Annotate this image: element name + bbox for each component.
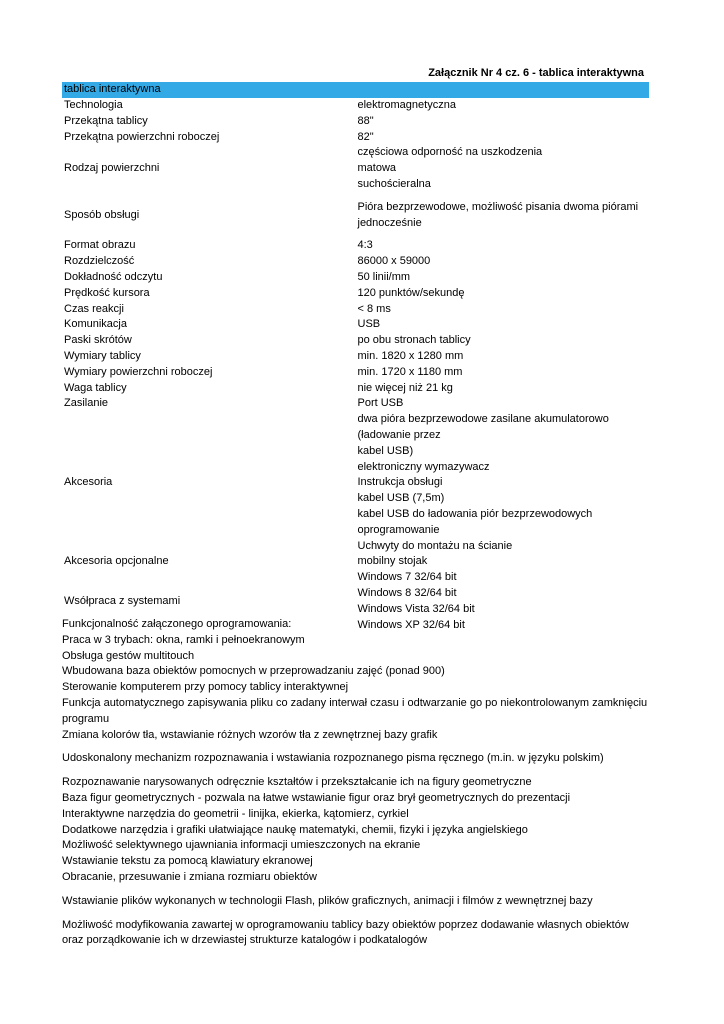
spec-value: Port USB [357, 397, 404, 410]
table-row [62, 145, 649, 192]
spec-value-line: dwa pióra bezprzewodowe zasilane akumulatorowo (ładowanie przez [357, 413, 609, 441]
spec-value: elektromagnetyczna [357, 99, 456, 111]
feature-line: Możliwość modyfikowania zawartej w oprogramowaniu tablicy bazy obiektów poprzez dodawanie własnych obiektów oraz porządkowanie ich w drzewiastej strukturze katalogów i podkatalogów [62, 918, 629, 947]
spec-value: mobilny stojak [357, 555, 428, 568]
spec-label: Przekątna tablicy [64, 114, 148, 127]
spacer-row [62, 193, 649, 200]
spec-label: Czas reakcji [64, 302, 124, 315]
spacer [62, 767, 652, 775]
table-header-row [62, 82, 649, 98]
spec-value-line: Instrukcja obsługi [357, 476, 443, 489]
spec-value: min. 1820 x 1280 mm [357, 349, 464, 362]
spec-value-line: Windows XP 32/64 bit [357, 618, 465, 631]
spec-value-line: Windows Vista 32/64 bit [357, 602, 475, 615]
table-row [62, 381, 649, 397]
feature-line: Udoskonalony mechanizm rozpoznawania i wstawiania rozpoznanego pisma ręcznego (m.in. w języku polskim) [62, 752, 604, 765]
table-row [62, 349, 649, 365]
table-row [62, 98, 649, 114]
table-row [62, 286, 649, 302]
feature-line: Interaktywne narzędzia do geometrii - linijka, ekierka, kątomierz, cyrkiel [62, 807, 409, 820]
table-row [62, 130, 649, 146]
table-row [62, 396, 649, 412]
feature-line: Wstawianie tekstu za pomocą klawiatury ekranowej [62, 855, 313, 868]
spec-value-line: kabel USB (7,5m) [357, 492, 445, 505]
spec-label: Format obrazu [64, 239, 136, 252]
table-row [62, 365, 649, 381]
feature-line: Obracanie, przesuwanie i zmiana rozmiaru obiektów [62, 870, 317, 883]
feature-line: Rozpoznawanie narysowanych odręcznie kształtów i przekształcanie ich na figury geometryczne [62, 776, 532, 789]
spec-label: Prędkość kursora [64, 286, 150, 299]
table-header: tablica interaktywna [62, 82, 649, 98]
spec-value-line: Uchwyty do montażu na ścianie [357, 539, 513, 552]
spec-value [356, 412, 650, 554]
feature-line: Baza figur geometrycznych - pozwala na łatwe wstawianie figur oraz brył geometrycznych do prezentacji [62, 791, 571, 804]
spec-value: 86000 x 59000 [357, 255, 431, 268]
spec-value: USB [357, 318, 381, 331]
feature-line: Sterowanie komputerem przy pomocy tablicy interaktywnej [62, 681, 349, 694]
spec-label: Wymiary tablicy [64, 349, 141, 362]
spec-value: < 8 ms [357, 302, 391, 315]
feature-line: Wstawianie plików wykonanych w technologii Flash, plików graficznych, animacji i filmów z wewnętrznej bazy [62, 894, 593, 907]
spec-value: 120 punktów/sekundę [357, 286, 465, 299]
spec-value-line: matowa [357, 162, 397, 175]
spacer-row [62, 231, 649, 238]
spec-value: 4:3 [357, 239, 373, 252]
spec-label: Waga tablicy [64, 381, 127, 394]
table-row [62, 238, 649, 254]
spec-label: Dokładność odczytu [64, 270, 163, 283]
table-row [62, 114, 649, 130]
spec-label: Sposób obsługi [64, 208, 140, 221]
spec-value: 88" [357, 114, 374, 127]
spec-value-line: oprogramowanie [357, 523, 440, 536]
spec-label: Akcesoria [64, 476, 113, 489]
spec-value-line: kabel USB do ładowania piór bezprzewodowych [357, 507, 593, 520]
annex-title: Załącznik Nr 4 cz. 6 - tablica interaktywna [428, 67, 644, 79]
table-row [62, 554, 649, 570]
spec-value-line: Windows 7 32/64 bit [357, 571, 457, 584]
spacer [62, 886, 652, 894]
table-row [62, 412, 649, 554]
spec-value: min. 1720 x 1180 mm [357, 365, 463, 378]
table-row [62, 254, 649, 270]
spec-value: 50 linii/mm [357, 270, 411, 283]
feature-line: Zmiana kolorów tła, wstawianie różnych wzorów tła z zewnętrznej bazy grafik [62, 728, 438, 741]
feature-line: Dodatkowe narzędzia i grafiki ułatwiające naukę matematyki, chemii, fizyki i języka angielskiego [62, 823, 528, 836]
table-row [62, 333, 649, 349]
table-row [62, 200, 649, 232]
spec-label: Zasilanie [64, 397, 109, 410]
feature-line: Obsługa gestów multitouch [62, 649, 195, 662]
spec-value-line: elektroniczny wymazywacz [357, 460, 490, 473]
spec-label: Wymiary powierzchni roboczej [64, 365, 213, 378]
spec-value: po obu stronach tablicy [357, 334, 471, 347]
spec-label: Akcesoria opcjonalne [64, 555, 169, 568]
spec-table [62, 82, 649, 633]
spec-value: 82" [357, 130, 374, 143]
feature-line: Praca w 3 trybach: okna, ramki i pełnoekranowym [62, 633, 305, 646]
spec-value-line: Windows 8 32/64 bit [357, 586, 457, 599]
feature-line: Wbudowana baza obiektów pomocnych w przeprowadzaniu zajęć (ponad 900) [62, 665, 445, 678]
spec-label: Paski skrótów [64, 334, 132, 347]
spec-value-line: częściowa odporność na uszkodzenia [357, 146, 543, 159]
spec-label: Komunikacja [64, 318, 127, 331]
spec-value: nie więcej niż 21 kg [357, 381, 453, 394]
table-row [62, 270, 649, 286]
spec-label: Wsółpraca z systemami [64, 594, 181, 607]
spec-value: Pióra bezprzewodowe, możliwość pisania dwoma piórami jednocześnie [357, 200, 639, 229]
spacer [62, 910, 652, 918]
table-row [62, 317, 649, 333]
spec-label: Przekątna powierzchni roboczej [64, 130, 220, 143]
software-features [62, 617, 652, 949]
spec-value-line: suchościeralna [357, 177, 431, 190]
table-row [62, 302, 649, 318]
feature-line: Możliwość selektywnego ujawniania informacji umieszczonych na ekranie [62, 839, 421, 852]
spec-label: Technologia [64, 99, 123, 111]
spec-value [356, 145, 650, 192]
spec-label: Rozdzielczość [64, 255, 135, 268]
feature-line: Funkcjonalność załączonego oprogramowania: [62, 618, 292, 630]
spec-label: Rodzaj powierzchni [64, 162, 160, 175]
spacer [62, 743, 652, 751]
spec-value-line: kabel USB) [357, 444, 414, 457]
feature-line: Funkcja automatycznego zapisywania pliku co zadany interwał czasu i odtwarzanie go po niekontrolowanym zamknięciu programu [62, 696, 648, 725]
